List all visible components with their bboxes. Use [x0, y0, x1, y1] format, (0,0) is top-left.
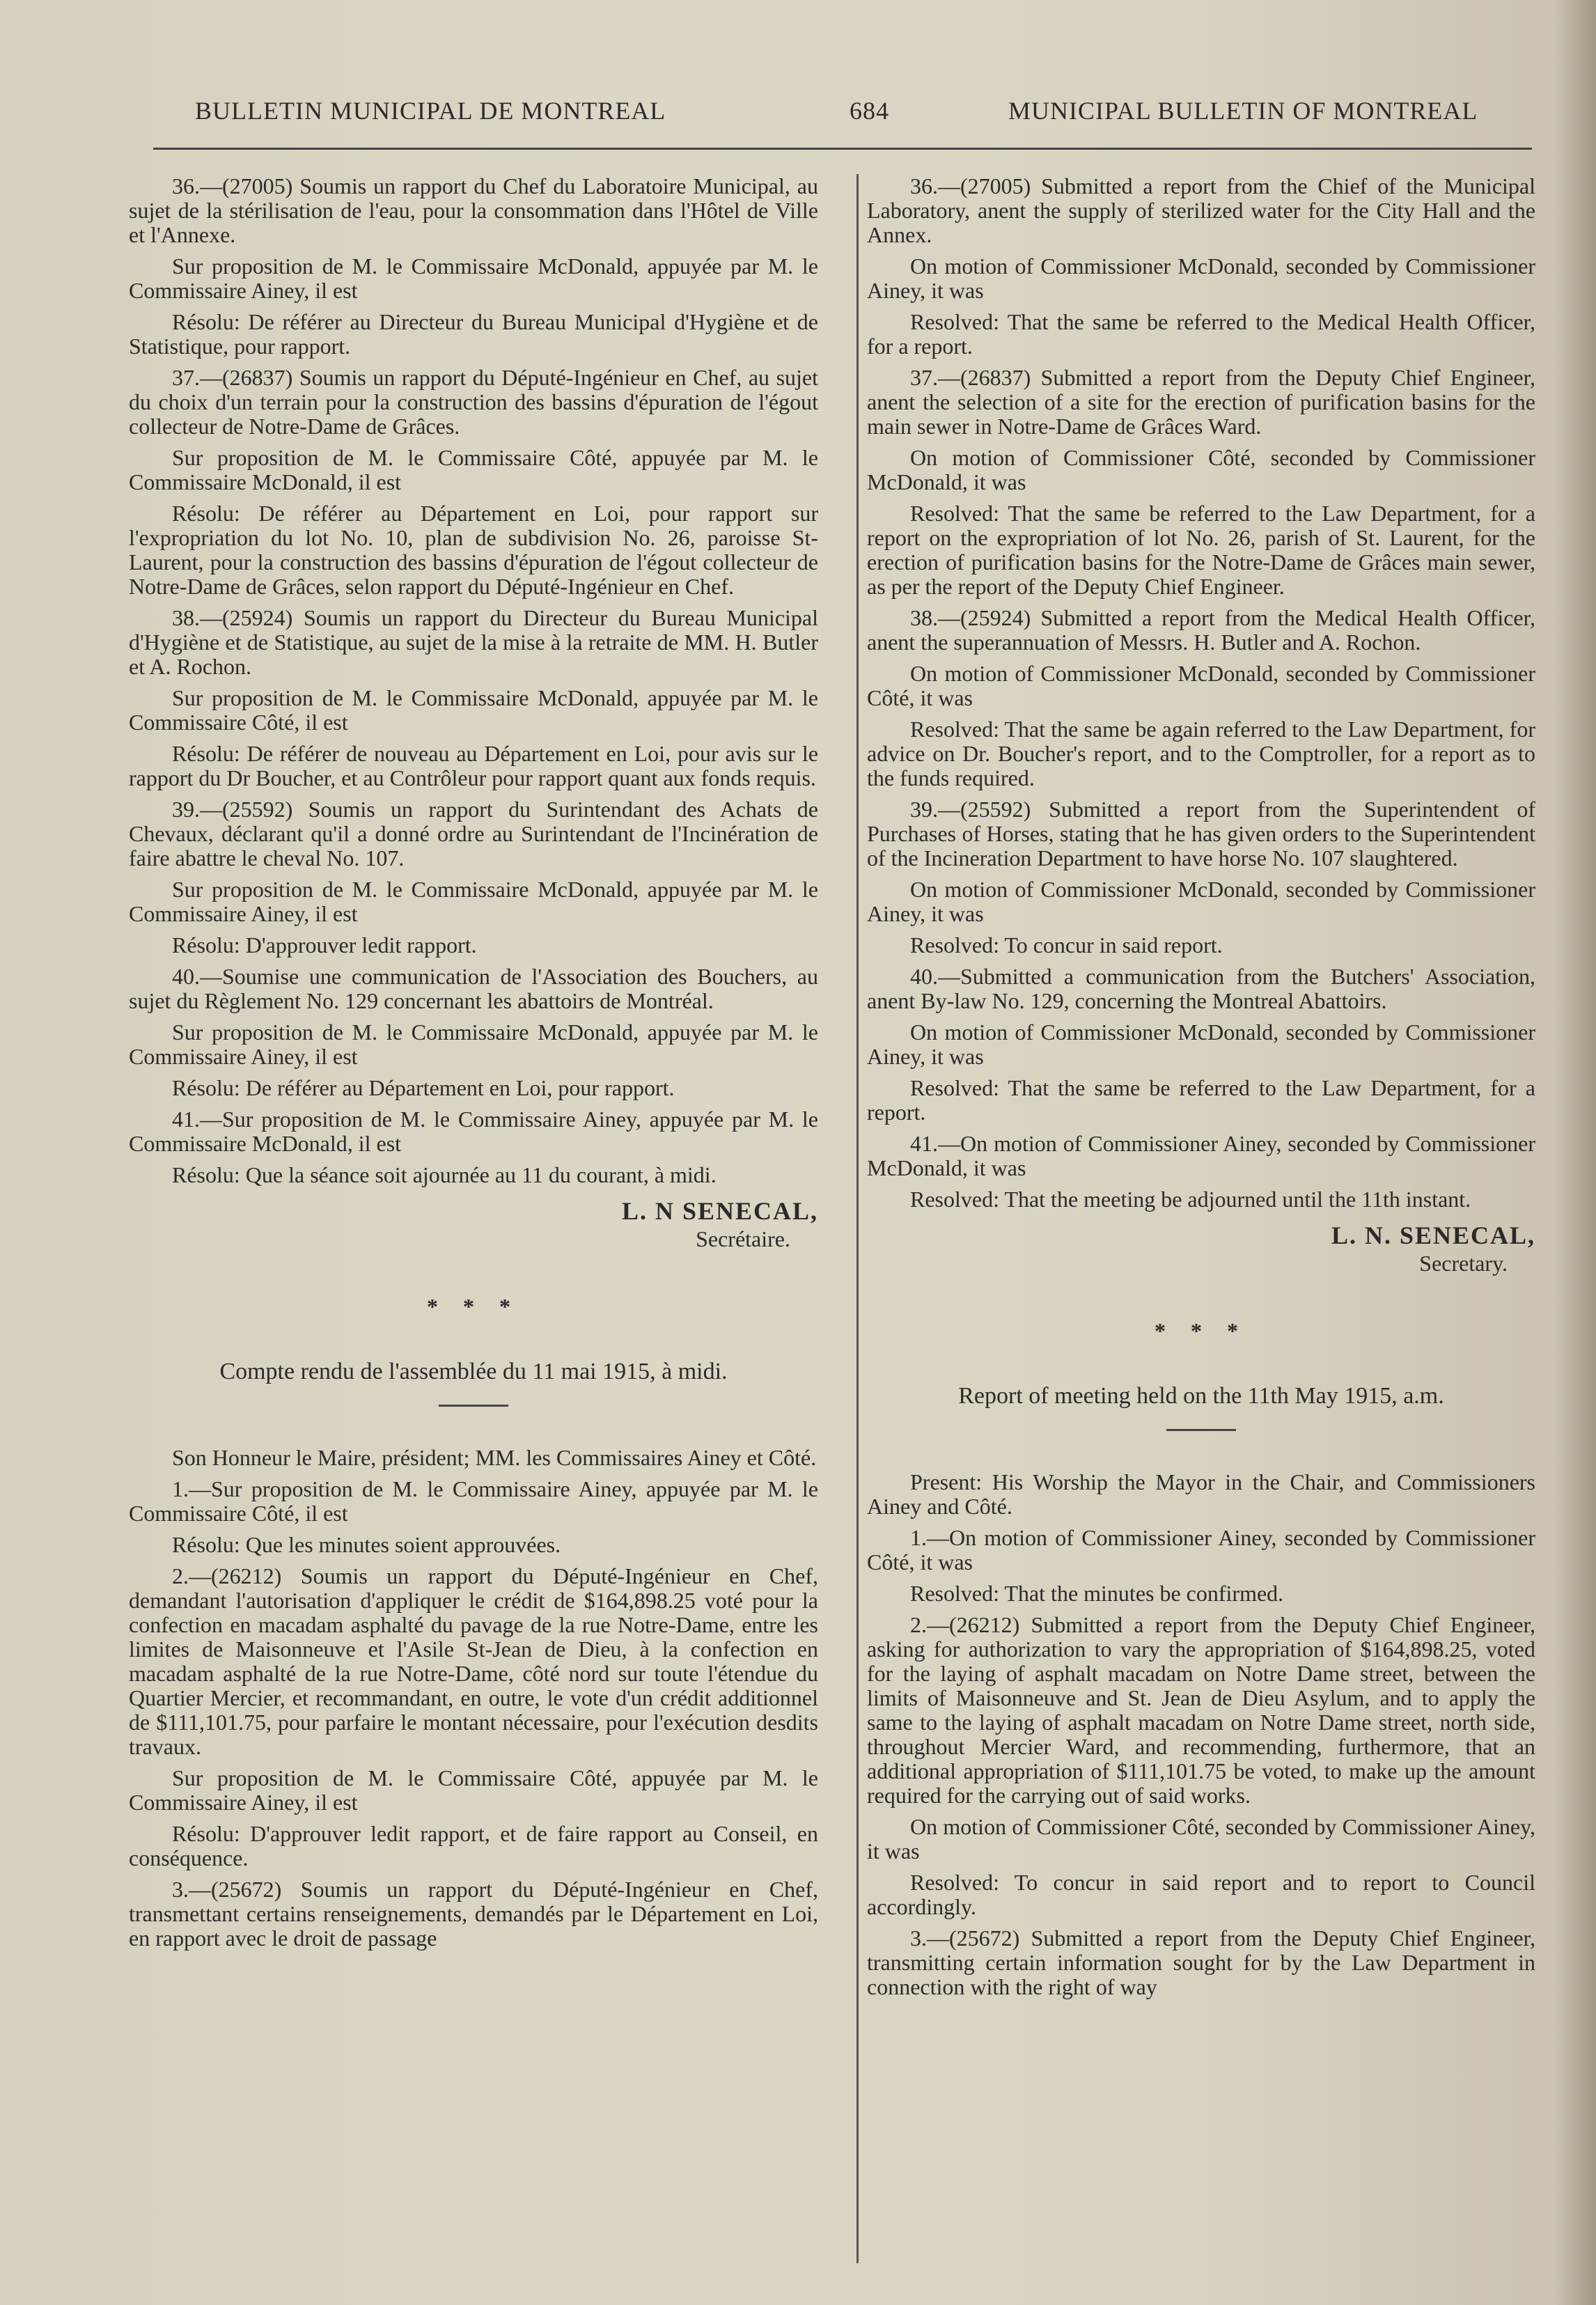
header-english-title: MUNICIPAL BULLETIN OF MONTREAL	[1008, 97, 1478, 125]
paragraph: On motion of Commissioner McDonald, seconded by Commissioner Ainey, it was	[867, 1019, 1535, 1069]
paragraph: 2.—(26212) Submitted a report from the Deputy Chief Engineer, asking for authorization to vary the appropriation of $164,898.25, voted for the laying of asphalt macadam on Notre Dame street, between the limits of Maisonneuve and St. Jean de Dieu Asylum, and to apply the same to the laying of asphalt macadam on Notre Dame street, north side, throughout Mercier Ward, and recommending, furthermore, that an additional appropriation of $111,101.75 be voted, to make up the amount required for the carrying out of said works.	[867, 1612, 1535, 1808]
paragraph: Résolu: D'approuver ledit rapport, et de faire rapport au Conseil, en conséquence.	[129, 1821, 818, 1870]
paragraph: Resolved: That the meeting be adjourned until the 11th instant.	[910, 1187, 1471, 1212]
meeting-heading: Report of meeting held on the 11th May 1915, a.m.	[958, 1383, 1444, 1409]
paragraph: 37.—(26837) Soumis un rapport du Député-Ingénieur en Chef, au sujet du choix d'un terrain pour la construction des bassins d'épuration de l'égout collecteur de Notre-Dame de Grâces.	[129, 365, 818, 439]
section-separator: * * *	[1155, 1318, 1248, 1343]
paragraph: Résolu: Que les minutes soient approuvées.	[172, 1532, 561, 1557]
paragraph: Résolu: De référer au Département en Loi, pour rapport.	[172, 1075, 675, 1100]
paragraph: Résolu: De référer de nouveau au Département en Loi, pour avis sur le rapport du Dr Boucher, et au Contrôleur pour rapport quant aux fonds requis.	[129, 741, 818, 790]
paragraph: Sur proposition de M. le Commissaire McDonald, appuyée par M. le Commissaire Ainey, il est	[129, 877, 818, 926]
paragraph: 3.—(25672) Submitted a report from the Deputy Chief Engineer, transmitting certain information sought for by the Law Department in connection with the right of way	[867, 1925, 1535, 1999]
page-header	[188, 96, 1574, 138]
paragraph: Résolu: De référer au Département en Loi, pour rapport sur l'expropriation du lot No. 10, plan de subdivision No. 26, paroisse St-Laurent, pour la construction des bassins d'épuration de l'égout collecteur de Notre-Dame de Grâces, selon rapport du Député-Ingénieur en Chef.	[129, 501, 818, 599]
header-french-title: BULLETIN MUNICIPAL DE MONTREAL	[195, 97, 666, 125]
meeting-heading: Compte rendu de l'assemblée du 11 mai 1915, à midi.	[219, 1359, 728, 1384]
paragraph: On motion of Commissioner Côté, seconded by Commissioner Ainey, it was	[867, 1814, 1535, 1863]
english-column	[867, 174, 1535, 2006]
signature-name: L. N. SENECAL,	[1331, 1221, 1535, 1249]
paragraph: Résolu: D'approuver ledit rapport.	[172, 932, 477, 958]
header-rule	[153, 148, 1532, 150]
paragraph: Sur proposition de M. le Commissaire McDonald, appuyée par M. le Commissaire Côté, il est	[129, 685, 818, 735]
paragraph: Resolved: That the same be referred to the Law Department, for a report.	[867, 1075, 1535, 1125]
paragraph: 38.—(25924) Submitted a report from the Medical Health Officer, anent the superannuation of Messrs. H. Butler and A. Rochon.	[867, 605, 1535, 655]
paragraph: Resolved: To concur in said report.	[910, 932, 1223, 958]
signature-title: Secretary.	[1419, 1251, 1508, 1276]
paragraph: Son Honneur le Maire, président; MM. les Commissaires Ainey et Côté.	[172, 1445, 817, 1470]
paragraph: Sur proposition de M. le Commissaire McDonald, appuyée par M. le Commissaire Ainey, il est	[129, 253, 818, 303]
paragraph: Sur proposition de M. le Commissaire Côté, appuyée par M. le Commissaire McDonald, il est	[129, 445, 818, 494]
paragraph: 1.—Sur proposition de M. le Commissaire Ainey, appuyée par M. le Commissaire Côté, il est	[129, 1476, 818, 1526]
paragraph: Resolved: To concur in said report and to report to Council accordingly.	[867, 1870, 1535, 1919]
paragraph: On motion of Commissioner McDonald, seconded by Commissioner Côté, it was	[867, 661, 1535, 710]
page-edge-shadow	[1554, 0, 1596, 2305]
paragraph: Resolved: That the same be referred to the Medical Health Officer, for a report.	[867, 309, 1535, 359]
signature-block	[129, 1197, 818, 1253]
paragraph: Sur proposition de M. le Commissaire Côté, appuyée par M. le Commissaire Ainey, il est	[129, 1765, 818, 1815]
paragraph: 39.—(25592) Soumis un rapport du Surintendant des Achats de Chevaux, déclarant qu'il a donné ordre au Surintendant de l'Incinération de faire abattre le cheval No. 107.	[129, 797, 818, 870]
paragraph: Present: His Worship the Mayor in the Chair, and Commissioners Ainey and Côté.	[867, 1469, 1535, 1519]
paragraph: Resolved: That the minutes be confirmed.	[910, 1581, 1284, 1606]
paragraph: 38.—(25924) Soumis un rapport du Directeur du Bureau Municipal d'Hygiène et de Statistique, au sujet de la mise à la retraite de MM. H. Butler et A. Rochon.	[129, 605, 818, 679]
paragraph: 40.—Soumise une communication de l'Association des Bouchers, au sujet du Règlement No. 129 concernant les abattoirs de Montréal.	[129, 964, 818, 1013]
paragraph: Résolu: Que la séance soit ajournée au 11 du courant, à midi.	[172, 1162, 717, 1187]
paragraph: 39.—(25592) Submitted a report from the Superintendent of Purchases of Horses, stating that he has given orders to the Superintendent of the Incineration Department to have horse No. 107 slaughtered.	[867, 797, 1535, 870]
paragraph: 37.—(26837) Submitted a report from the Deputy Chief Engineer, anent the selection of a site for the erection of purification basins for the main sewer in Notre-Dame de Grâces Ward.	[867, 365, 1535, 439]
paragraph: 3.—(25672) Soumis un rapport du Député-Ingénieur en Chef, transmettant certains renseignements, demandés par le Département en Loi, en rapport avec le droit de passage	[129, 1877, 818, 1951]
heading-rule	[1166, 1429, 1236, 1431]
paragraph: Resolved: That the same be referred to the Law Department, for a report on the expropriation of lot No. 26, parish of St. Laurent, for the erection of purification basins for the Notre-Dame de Grâces main sewer, as per the report of the Deputy Chief Engineer.	[867, 501, 1535, 599]
paragraph: On motion of Commissioner McDonald, seconded by Commissioner Ainey, it was	[867, 253, 1535, 303]
paragraph: On motion of Commissioner McDonald, seconded by Commissioner Ainey, it was	[867, 877, 1535, 926]
column-divider	[856, 174, 859, 2263]
signature-block	[867, 1221, 1535, 1277]
heading-rule	[439, 1405, 508, 1407]
page-number: 684	[850, 97, 889, 125]
paragraph: 36.—(27005) Soumis un rapport du Chef du Laboratoire Municipal, au sujet de la stérilisation de l'eau, pour la consommation dans l'Hôtel de Ville et l'Annexe.	[129, 173, 818, 247]
paragraph: Sur proposition de M. le Commissaire McDonald, appuyée par M. le Commissaire Ainey, il est	[129, 1019, 818, 1069]
paragraph: Resolved: That the same be again referred to the Law Department, for advice on Dr. Boucher's report, and to the Comptroller, for a report as to the funds required.	[867, 717, 1535, 790]
paragraph: 41.—On motion of Commissioner Ainey, seconded by Commissioner McDonald, it was	[867, 1131, 1535, 1180]
signature-name: L. N SENECAL,	[621, 1197, 818, 1225]
paragraph: Résolu: De référer au Directeur du Bureau Municipal d'Hygiène et de Statistique, pour rapport.	[129, 309, 818, 359]
signature-title: Secrétaire.	[696, 1226, 790, 1251]
paragraph: On motion of Commissioner Côté, seconded by Commissioner McDonald, it was	[867, 445, 1535, 494]
paragraph: 41.—Sur proposition de M. le Commissaire Ainey, appuyée par M. le Commissaire McDonald, il est	[129, 1107, 818, 1156]
section-separator: * * *	[427, 1294, 520, 1319]
paragraph: 2.—(26212) Soumis un rapport du Député-Ingénieur en Chef, demandant l'autorisation d'appliquer le crédit de $164,898.25 voté pour la confection en macadam asphalté du pavage de la rue Notre-Dame, entre les limites de Maisonneuve et l'Asile St-Jean de Dieu, à la confection en macadam asphalté de la rue Notre-Dame, côté nord sur toute l'étendue du Quartier Mercier, et recommandant, en outre, le vote d'un crédit additionnel de $111,101.75, pour parfaire le montant nécessaire, pour l'exécution desdits travaux.	[129, 1563, 818, 1759]
paragraph: 36.—(27005) Submitted a report from the Chief of the Municipal Laboratory, anent the supply of sterilized water for the City Hall and the Annex.	[867, 173, 1535, 247]
paragraph: 40.—Submitted a communication from the Butchers' Association, anent By-law No. 129, concerning the Montreal Abattoirs.	[867, 964, 1535, 1013]
french-column	[129, 174, 818, 1958]
paragraph: 1.—On motion of Commissioner Ainey, seconded by Commissioner Côté, it was	[867, 1525, 1535, 1575]
